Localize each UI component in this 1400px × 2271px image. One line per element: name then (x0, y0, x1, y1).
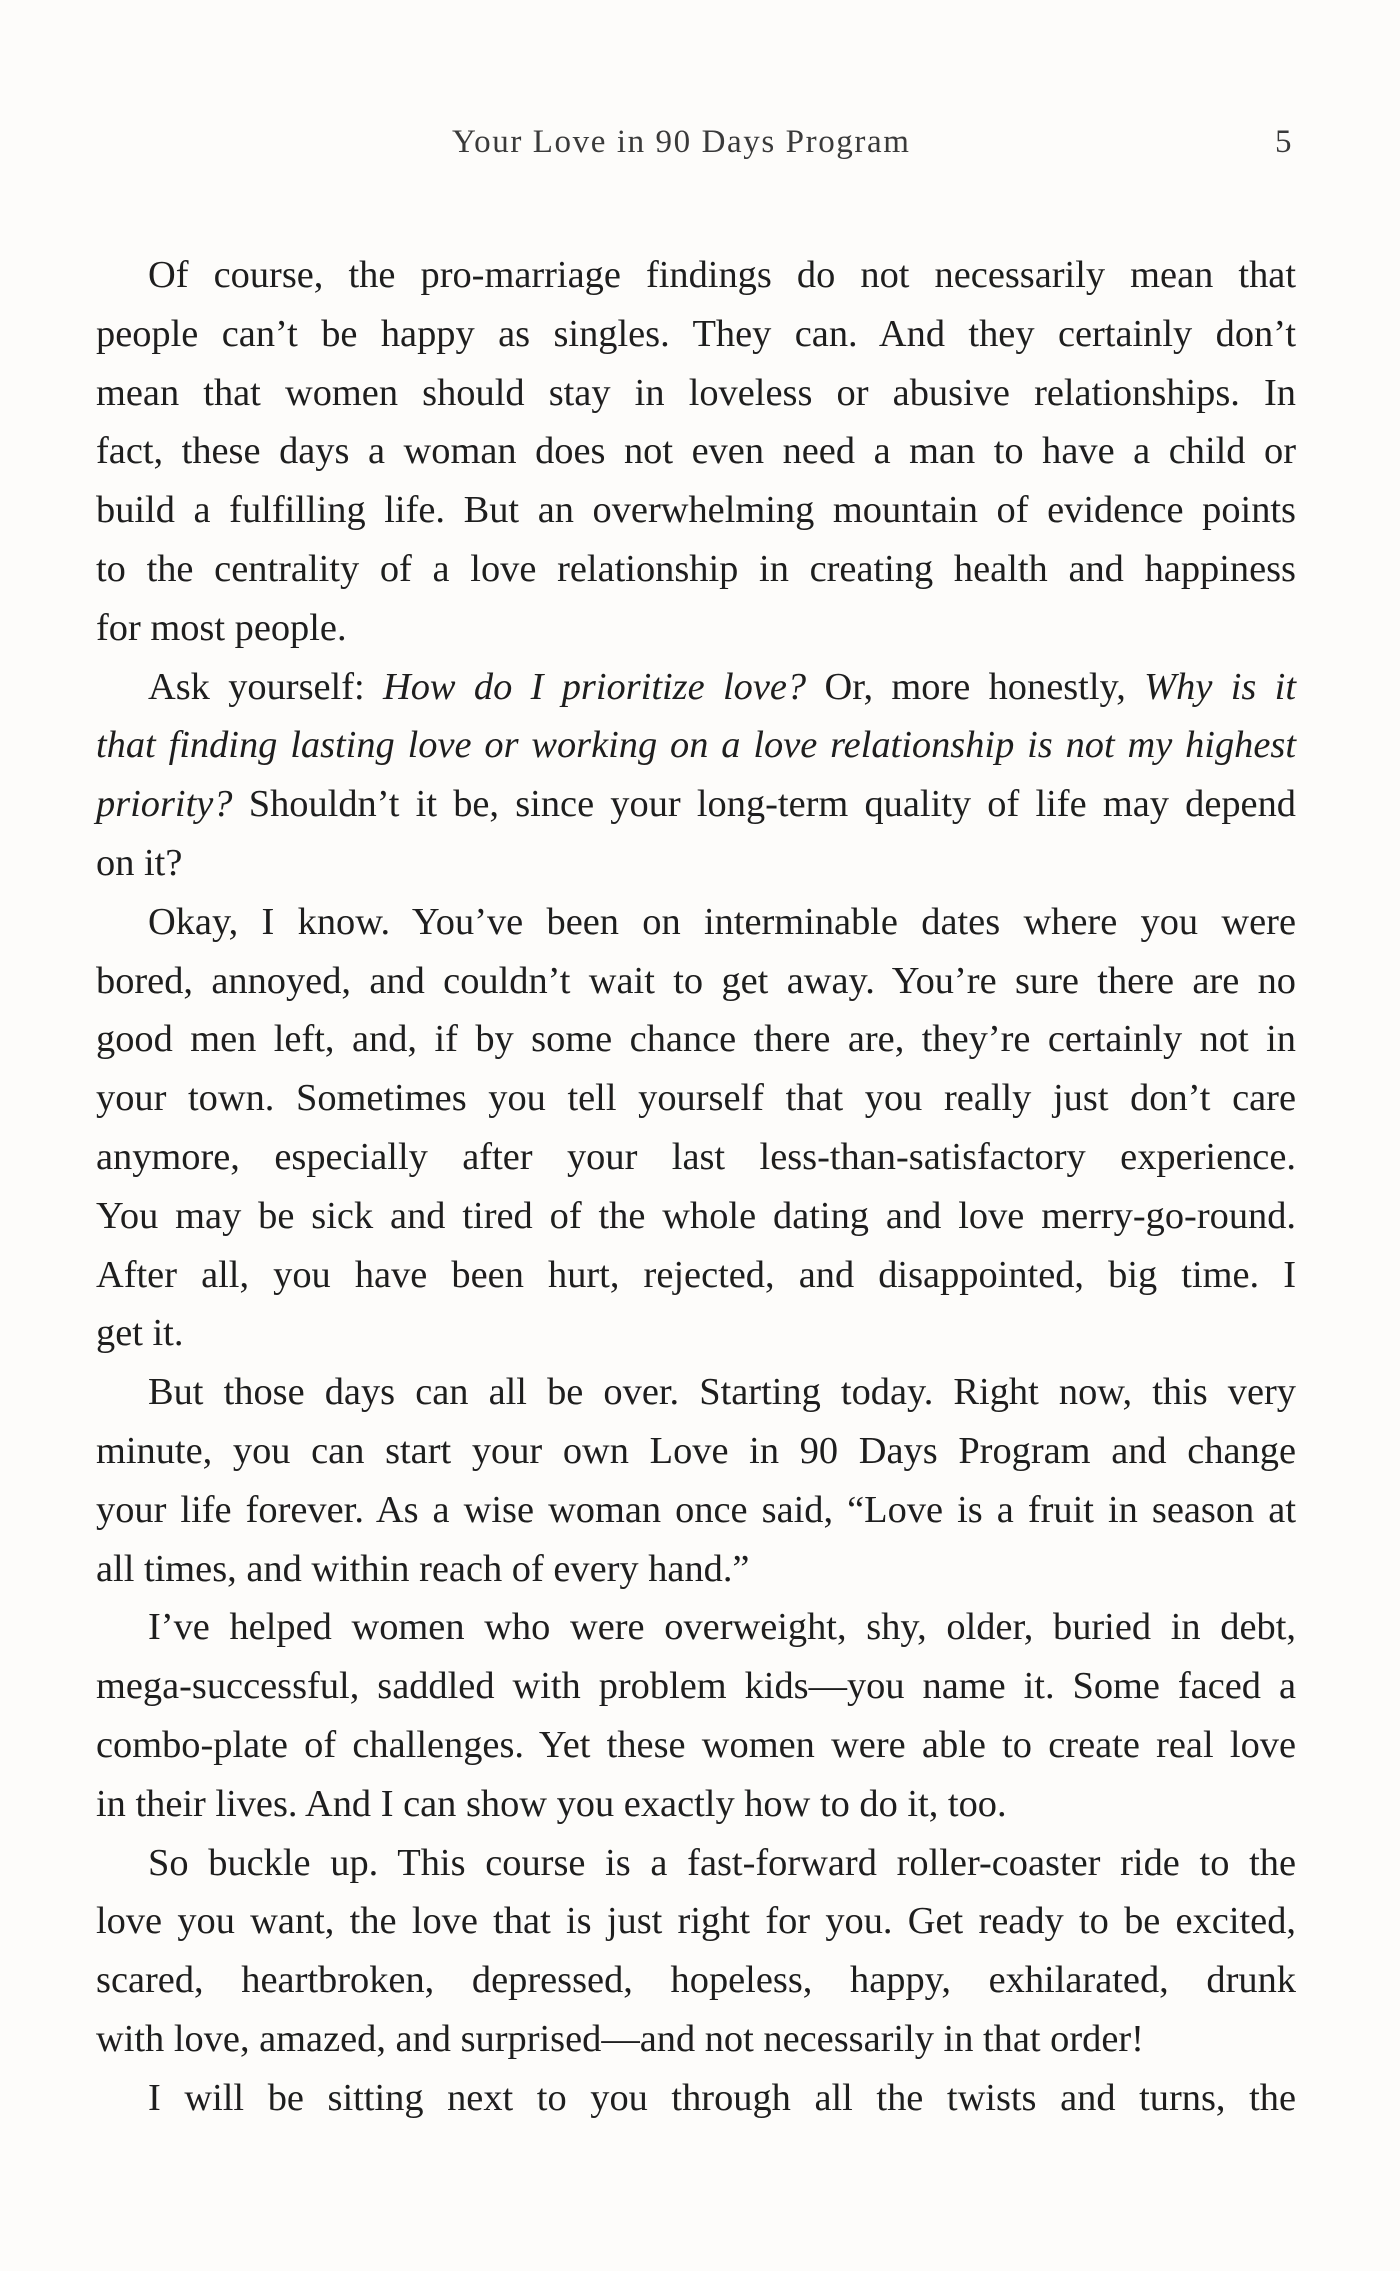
text-run: Or, more honestly, (806, 665, 1145, 708)
text-line (96, 481, 1296, 540)
text-line (96, 246, 1296, 305)
text-run: combo-plate of challenges. Yet these women were able to create real love (96, 1723, 1296, 1766)
text-line (96, 1775, 1296, 1834)
text-line (96, 1892, 1296, 1951)
paragraph (96, 1834, 1296, 2069)
text-line (96, 952, 1296, 1011)
text-run: your life forever. As a wise woman once said, “Love is a fruit in season at (96, 1488, 1296, 1531)
text-line (96, 1716, 1296, 1775)
text-line (96, 716, 1296, 775)
text-run: Of course, the pro-marriage findings do not necessarily mean that (148, 254, 1296, 296)
text-run: to the centrality of a love relationship in creating health and happiness (96, 547, 1296, 590)
text-run: So buckle up. This course is a fast-forward roller-coaster ride to the (148, 1841, 1296, 1884)
text-run: minute, you can start your own Love in 90 Days Program and change (96, 1429, 1296, 1472)
text-run: mega-successful, saddled with problem kids—you name it. Some faced a (96, 1665, 1296, 1708)
text-run: on it? (96, 841, 183, 884)
text-run: your town. Sometimes you tell yourself that you really just don’t care (96, 1077, 1296, 1120)
text-run: I’ve helped women who were overweight, shy, older, buried in debt, (148, 1606, 1296, 1649)
text-line (96, 305, 1296, 364)
text-line (96, 1422, 1296, 1481)
text-run: good men left, and, if by some chance there are, they’re certainly not in (96, 1018, 1296, 1061)
text-line (96, 1481, 1296, 1540)
paragraph (96, 893, 1296, 1363)
text-run: Shouldn’t it be, since your long-term quality of life may depend (232, 783, 1296, 826)
text-line (96, 1834, 1296, 1893)
text-run: all times, and within reach of every hand.” (96, 1547, 750, 1590)
text-run: love you want, the love that is just right for you. Get ready to be excited, (96, 1900, 1296, 1943)
text-line (96, 1657, 1296, 1716)
text-run: bored, annoyed, and couldn’t wait to get away. You’re sure there are no (96, 959, 1296, 1002)
text-run: with love, amazed, and surprised—and not necessarily in that order! (96, 2017, 1144, 2060)
text-line (96, 599, 1296, 658)
text-run: scared, heartbroken, depressed, hopeless, happy, exhilarated, drunk (96, 1959, 1296, 2002)
paragraph (96, 246, 1296, 658)
text-line (96, 1540, 1296, 1599)
text-line (96, 1951, 1296, 2010)
page-number: 5 (1275, 124, 1292, 160)
text-line (96, 1598, 1296, 1657)
text-line (96, 2069, 1296, 2128)
text-line (96, 1304, 1296, 1363)
paragraph (96, 658, 1296, 893)
text-run: Ask yourself: (148, 665, 384, 708)
paragraph (96, 1363, 1296, 1598)
text-run: build a fulfilling life. But an overwhelming mountain of evidence points (96, 489, 1296, 532)
text-run: But those days can all be over. Starting today. Right now, this very (148, 1371, 1296, 1414)
text-line (96, 422, 1296, 481)
text-line (96, 1069, 1296, 1128)
text-line (96, 1363, 1296, 1422)
text-line (96, 1128, 1296, 1187)
text-run: Okay, I know. You’ve been on interminable dates where you were (148, 900, 1296, 943)
text-run: After all, you have been hurt, rejected, and disappointed, big time. I (96, 1253, 1296, 1296)
italic-run: that finding lasting love or working on a love relationship is not my highest (96, 724, 1296, 767)
italic-run: Why is it (1144, 665, 1296, 708)
text-run: mean that women should stay in loveless or abusive relationships. In (96, 371, 1296, 414)
text-line (96, 893, 1296, 952)
text-line (96, 364, 1296, 423)
running-title: Your Love in 90 Days Program (452, 124, 911, 160)
text-line (96, 1187, 1296, 1246)
text-run: for most people. (96, 606, 347, 649)
text-line (96, 2010, 1296, 2069)
paragraph (96, 2069, 1296, 2128)
running-head (0, 124, 1400, 174)
text-line (96, 1010, 1296, 1069)
paragraph (96, 1598, 1296, 1833)
text-line (96, 834, 1296, 893)
italic-run: How do I prioritize love? (383, 665, 807, 708)
text-run: I will be sitting next to you through all the twists and turns, the (148, 2076, 1296, 2119)
text-run: get it. (96, 1312, 184, 1355)
text-run: people can’t be happy as singles. They can. And they certainly don’t (96, 312, 1296, 355)
body-text (96, 246, 1296, 2128)
text-line (96, 775, 1296, 834)
italic-run: priority? (96, 783, 233, 826)
text-run: You may be sick and tired of the whole dating and love merry-go-round. (96, 1194, 1296, 1237)
text-run: fact, these days a woman does not even need a man to have a child or (96, 430, 1296, 473)
text-run: anymore, especially after your last less-than-satisfactory experience. (96, 1135, 1296, 1178)
text-line (96, 658, 1296, 717)
text-line (96, 540, 1296, 599)
text-line (96, 1246, 1296, 1305)
text-run: in their lives. And I can show you exactly how to do it, too. (96, 1782, 1007, 1825)
